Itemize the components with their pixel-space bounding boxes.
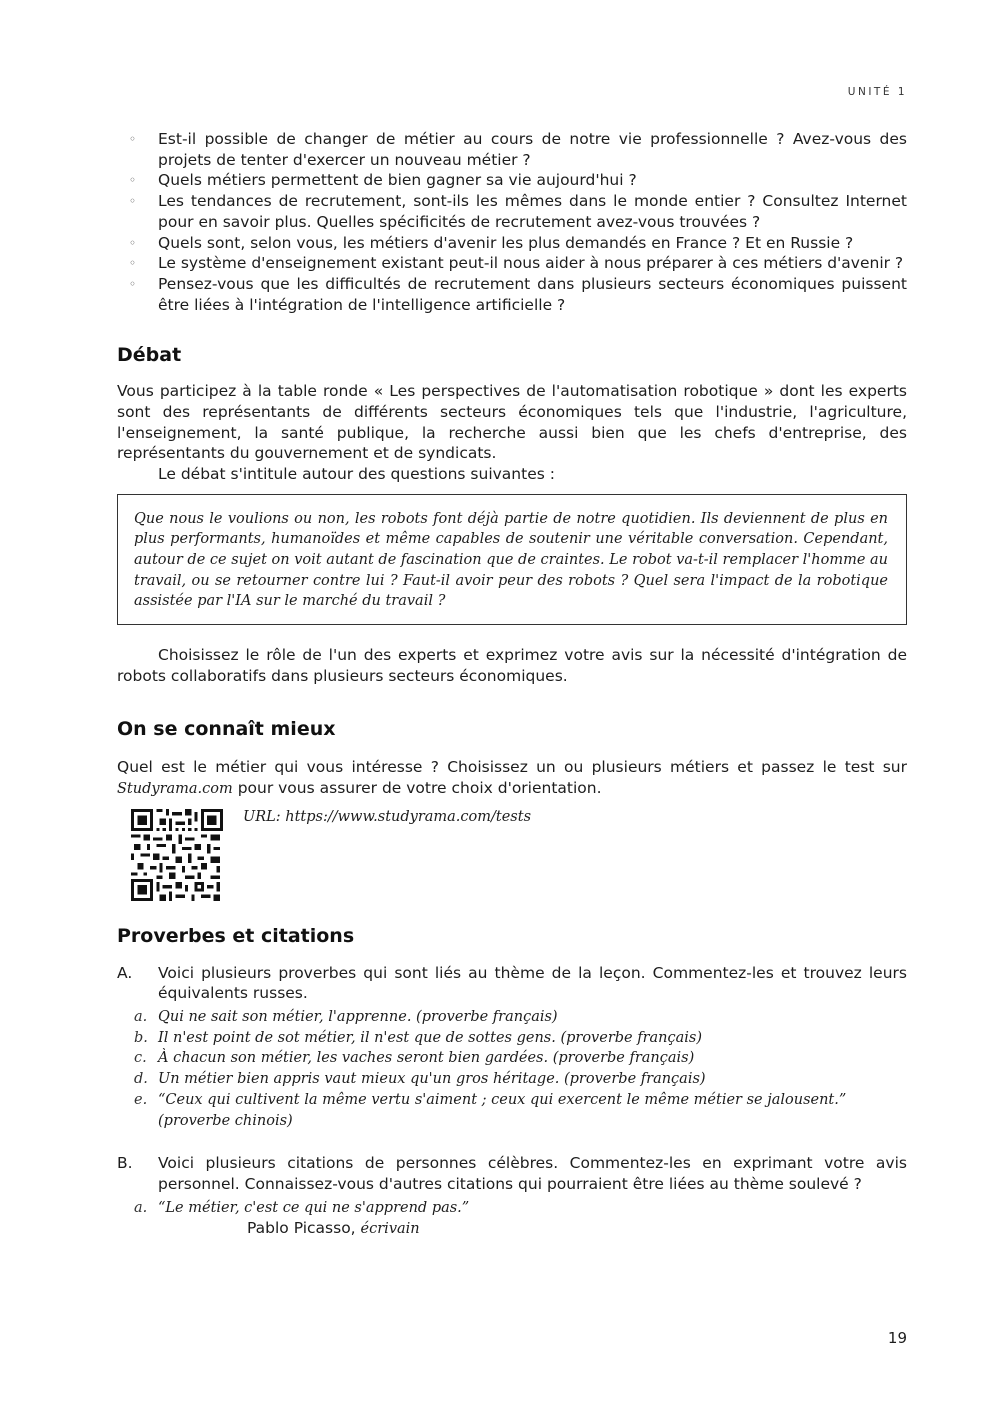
- list-item: ◦ Les tendances de recrutement, sont-ils les mêmes dans le monde entier ? Consultez Internet pour en savoir plus. Quelles spécificités de recrutement avez-vous trouvées ?: [129, 192, 907, 231]
- proverbes-heading: Proverbes et citations: [117, 924, 355, 947]
- bullet-icon: ◦: [129, 256, 137, 271]
- list-item: ◦ Quels sont, selon vous, les métiers d'avenir les plus demandés en France ? Et en Russie ?: [129, 233, 854, 252]
- debat-quote-box: [117, 494, 907, 625]
- discussion-questions-list: [117, 129, 907, 315]
- list-item: ◦ Pensez-vous que les difficultés de recrutement dans plusieurs secteurs économiques puissent être liées à l'intégration de l'intelligence artificielle ?: [129, 274, 907, 314]
- qr-code-icon[interactable]: [131, 809, 223, 901]
- page-number: 19: [887, 1329, 907, 1347]
- bullet-icon: ◦: [129, 132, 137, 146]
- connait-heading: On se connaît mieux: [117, 718, 336, 741]
- debat-heading: Débat: [117, 344, 182, 367]
- list-item: d. Un métier bien appris vaut mieux qu'un gros héritage. (proverbe français): [134, 1071, 706, 1088]
- citations-list: [117, 1198, 907, 1219]
- section-b-instruction: Voici plusieurs citations de personnes célèbres. Commentez-les en exprimant votre avis personnel. Connaissez-vous d'autres citations qui pourraient être liées au thème soulevé ?: [158, 1154, 907, 1193]
- proverbs-list: [117, 1007, 907, 1131]
- debat-quote-text: Que nous le voulions ou non, les robots font déjà partie de notre quotidien. Ils deviennent de plus en plus performants, humanoïdes et même capables de soutenir une véritable conversation. Cependant, autour de ce sujet on voit autant de fascination que de craintes. Le robot va-t-il remplacer l'homme au travail, ou se retourner contre lui ? Faut-il avoir peur des robots ? Quel sera l'impact de la robotique assistée par l'IA sur le marché du travail ?: [134, 510, 888, 610]
- connait-text: Quel est le métier qui vous intéresse ? Choisissez un ou plusieurs métiers et passez le test sur Studyrama.com pour vous assurer de votre choix d'orientation.: [117, 758, 907, 797]
- proverbes-section-b: [117, 1153, 907, 1240]
- list-item: a. “Le métier, c'est ce qui ne s'apprend pas.”: [134, 1199, 470, 1216]
- proverbes-section-a: [117, 963, 907, 1132]
- studyrama-url[interactable]: URL: https://www.studyrama.com/tests: [243, 808, 532, 825]
- bullet-icon: ◦: [129, 194, 137, 209]
- list-item: ◦ Quels métiers permettent de bien gagner sa vie aujourd'hui ?: [129, 171, 637, 190]
- list-item: e. “Ceux qui cultivent la même vertu s'aiment ; ceux qui exercent le même métier se jalousent.” (proverbe chinois): [134, 1091, 847, 1129]
- studyrama-site-name: Studyrama.com: [117, 780, 233, 797]
- debat-instruction: Choisissez le rôle de l'un des experts et exprimez votre avis sur la nécessité d'intégration de robots collaboratifs dans plusieurs secteurs économiques.: [117, 645, 907, 685]
- debat-lead: Le débat s'intitule autour des questions suivantes :: [158, 465, 555, 484]
- qr-row: [117, 809, 907, 901]
- list-item: ◦ Le système d'enseignement existant peut-il nous aider à nous préparer à ces métiers d'avenir ?: [129, 254, 904, 273]
- debat-intro: Vous participez à la table ronde « Les perspectives de l'automatisation robotique » dont les experts sont des représentants de différents secteurs économiques tels que l'industrie, l'agriculture, l'enseignement, la santé publique, la recherche aussi bien que les chefs d'entreprise, des représentants du gouvernement et de syndicats.: [117, 382, 907, 463]
- bullet-icon: ◦: [129, 235, 137, 250]
- section-label: B.: [117, 1154, 133, 1173]
- list-item: c. À chacun son métier, les vaches seront bien gardées. (proverbe français): [134, 1050, 695, 1067]
- citation-author: Pablo Picasso, écrivain: [247, 1219, 420, 1238]
- bullet-icon: ◦: [129, 173, 137, 188]
- list-item: ◦ Est-il possible de changer de métier au cours de notre vie professionnelle ? Avez-vous des projets de tenter d'exercer un nouveau métier ?: [129, 130, 907, 169]
- list-item: a. Qui ne sait son métier, l'apprenne. (proverbe français): [134, 1009, 558, 1026]
- section-a-instruction: Voici plusieurs proverbes qui sont liés au thème de la leçon. Commentez-les et trouvez leurs équivalents russes.: [158, 963, 907, 1003]
- bullet-icon: ◦: [129, 276, 137, 291]
- list-item: b. Il n'est point de sot métier, il n'est que de sottes gens. (proverbe français): [134, 1029, 703, 1046]
- section-label: A.: [117, 963, 133, 982]
- unit-header: UNITÉ 1: [847, 86, 907, 98]
- page-content: [117, 129, 907, 1240]
